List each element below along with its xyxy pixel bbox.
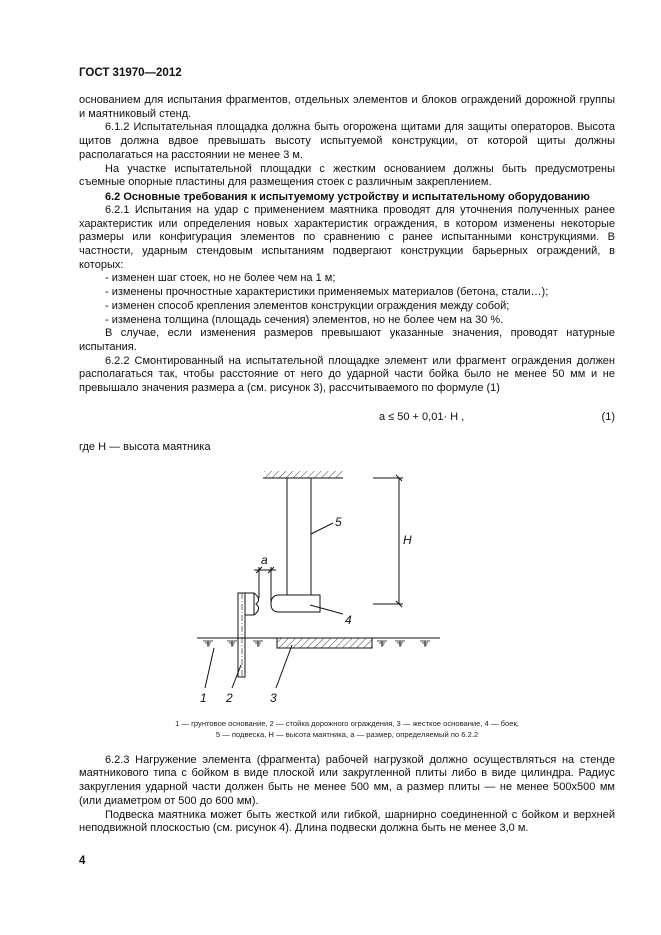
list-item: - изменена толщина (площадь сечения) элементов, но не более чем на 30 %. <box>105 313 504 326</box>
figure-label-h: H <box>403 532 412 547</box>
section-heading: 6.2 Основные требования к испытуемому устройству и испытательному оборудованию <box>105 190 590 203</box>
document-page <box>79 0 615 888</box>
barrier-post <box>238 593 245 677</box>
caption-line: 5 — подвеска, H — высота маятника, a — размер, определяемый по 6.2.2 <box>215 729 479 739</box>
page-number: 4 <box>79 854 86 867</box>
formula-1 <box>79 410 615 424</box>
list-item: - изменен способ крепления элементов конструкции ограждения между собой; <box>105 299 510 312</box>
formula-text: a ≤ 50 + 0,01· H , <box>379 410 465 423</box>
paragraph-622: 6.2.2 Смонтированный на испытательной площадке элемент или фрагмент ограждения должен располагаться так, чтобы расстояние от него до ударной части бойка было не менее 50 мм и не превышало значения размера a (см. рисунок 3), рассчитываемого по формуле (1) <box>79 354 615 395</box>
where-text: где H — высота маятника <box>79 440 211 453</box>
paragraph: На участке испытательной площадки с жестким основанием должны быть предусмотрены съемные опорные пластины для размещения стоек с различным закреплением. <box>79 162 615 189</box>
figure-3-pendulum-diagram <box>190 460 450 710</box>
formula-number: (1) <box>601 410 615 423</box>
figure-label-4: 4 <box>345 612 352 627</box>
ceiling <box>263 471 343 478</box>
figure-label-1: 1 <box>200 690 207 705</box>
figure-3 <box>79 460 615 712</box>
list-item: - изменен шаг стоек, но не более чем на 1 м; <box>105 272 336 285</box>
barrier-rail <box>245 593 259 615</box>
list-item: - изменены прочностные характеристики применяемых материалов (бетона, стали…); <box>105 286 549 299</box>
height-dimension <box>373 475 403 607</box>
section-62 <box>79 190 615 204</box>
section-62-text <box>79 204 615 396</box>
paragraph: Подвеска маятника может быть жесткой или гибкой, шарнирно соединенной с бойком и верхней неподвижной плоскостью (см. рисунок 4). Длина подвески должна быть не менее 3,0 м. <box>79 808 615 835</box>
figure-label-2: 2 <box>226 690 233 705</box>
figure-label-a: a <box>261 552 268 567</box>
paragraph: основанием для испытания фрагментов, отдельных элементов и блоков ограждений дорожной группы и маятниковый стенд. <box>79 94 615 120</box>
paragraph-621: 6.2.1 Испытания на удар с применением маятника проводят для уточнения полученных ранее характеристик или определения новых характеристик ограждения, в котором изменены некоторые размеры или конфигурация элементов по сравнению с ранее испытанными конструкциями. В частности, ударным стендовым испытаниям подвергают конструкции барьерных ограждений, в которых: <box>79 203 615 271</box>
paragraph-623: 6.2.3 Нагружение элемента (фрагмента) рабочей нагрузкой должно осуществляться на стенде маятникового типа с бойком в виде плоской или закругленной плиты либо в виде цилиндра. Радиус закругления ударной части должен быть не менее 500 мм, а размер плиты — не менее 500х500 мм (или диаметром от 500 до 600 мм). <box>79 753 615 807</box>
section-623-text <box>79 754 615 836</box>
document-header: ГОСТ 31970—2012 <box>79 67 182 79</box>
caption-line: 1 — грунтовое основание, 2 — стойка дорожного ограждения, 3 — жесткое основание, 4 — боек, <box>175 718 519 728</box>
section-61-text <box>79 94 615 190</box>
figure-caption <box>79 718 615 740</box>
figure-label-3: 3 <box>270 690 277 705</box>
figure-label-5: 5 <box>335 514 342 529</box>
paragraph: В случае, если изменения размеров превышают указанные значения, проводят натурные испытания. <box>79 327 615 353</box>
paragraph-612: 6.1.2 Испытательная площадка должна быть огорожена щитами для защиты операторов. Высота щитов должна вдвое превышать высоту испытуемой конструкции, от которой щиты должны располагаться на расстоянии не менее 3 м. <box>79 121 615 161</box>
striker <box>271 595 320 612</box>
